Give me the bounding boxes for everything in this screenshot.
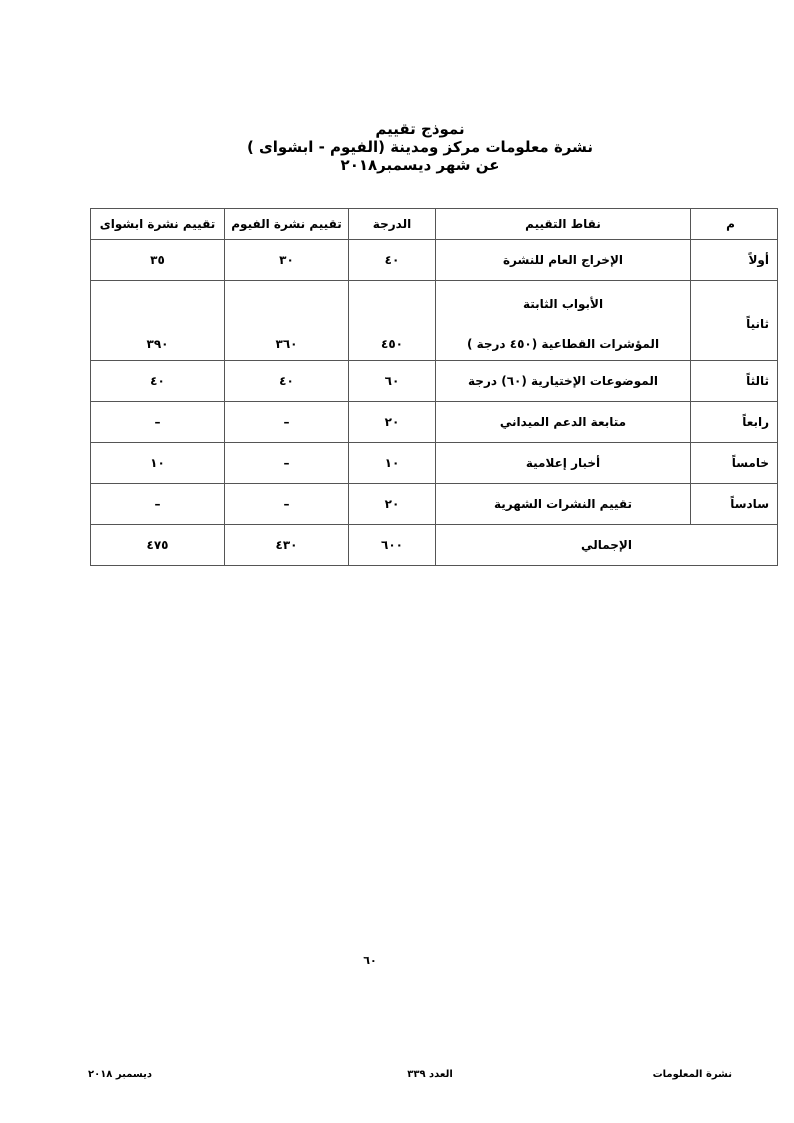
row-degree: ٢٠ — [349, 484, 436, 525]
row-point: الإخراج العام للنشرة — [436, 240, 691, 281]
row-point-sub: المؤشرات القطاعية (٤٥٠ درجة ) — [466, 337, 660, 351]
footer-issue: العدد ٣٣٩ — [407, 1069, 453, 1080]
title-line-1: نموذج تقييم — [375, 120, 465, 138]
footer-date: ديسمبر ٢٠١٨ — [88, 1069, 152, 1080]
row-number: خامساً — [691, 443, 778, 484]
row-degree: ٢٠ — [349, 402, 436, 443]
row-number: ثالثاً — [691, 361, 778, 402]
header-number: م — [691, 209, 778, 240]
row-number: رابعاً — [691, 402, 778, 443]
row-point — [436, 281, 691, 361]
row-fayoum: – — [225, 402, 349, 443]
table-row — [91, 281, 778, 361]
header-degree: الدرجة — [349, 209, 436, 240]
row-fayoum: – — [225, 484, 349, 525]
total-fayoum: ٤٣٠ — [225, 525, 349, 566]
table-total-row — [91, 525, 778, 566]
row-ibshway: ١٠ — [91, 443, 225, 484]
row-ibshway: – — [91, 402, 225, 443]
row-fayoum: ٤٠ — [225, 361, 349, 402]
row-point: متابعة الدعم الميداني — [436, 402, 691, 443]
row-number: أولاً — [691, 240, 778, 281]
row-ibshway: ٣٥ — [91, 240, 225, 281]
row-point: تقييم النشرات الشهرية — [436, 484, 691, 525]
row-number: سادساً — [691, 484, 778, 525]
header-evaluation-point: نقاط التقييم — [436, 209, 691, 240]
table-row — [91, 443, 778, 484]
total-label: الإجمالي — [436, 525, 778, 566]
row-fayoum: – — [225, 443, 349, 484]
evaluation-table — [90, 208, 778, 566]
table-row — [91, 402, 778, 443]
footer-publication: نشرة المعلومات — [652, 1069, 732, 1080]
row-number: ثانياً — [691, 281, 778, 361]
row-ibshway: ٤٠ — [91, 361, 225, 402]
document-title — [200, 120, 640, 174]
page-number: ٦٠ — [363, 954, 377, 967]
row-degree-value: ٤٥٠ — [381, 337, 403, 351]
table-row — [91, 240, 778, 281]
row-point: أخبار إعلامية — [436, 443, 691, 484]
row-ibshway: – — [91, 484, 225, 525]
row-ibshway — [91, 281, 225, 361]
total-ibshway: ٤٧٥ — [91, 525, 225, 566]
total-degree: ٦٠٠ — [349, 525, 436, 566]
row-fayoum — [225, 281, 349, 361]
header-fayoum-score: تقييم نشرة الفيوم — [225, 209, 349, 240]
row-ibshway-value: ٣٩٠ — [146, 337, 169, 351]
row-point-heading: الأبواب الثابتة — [522, 297, 604, 311]
table-row — [91, 484, 778, 525]
header-ibshway-score: تقييم نشرة ابشواى — [91, 209, 225, 240]
row-degree — [349, 281, 436, 361]
title-line-2: نشرة معلومات مركز ومدينة (الفيوم - ابشواى ) — [246, 138, 594, 156]
row-degree: ٤٠ — [349, 240, 436, 281]
title-line-3: عن شهر ديسمبر٢٠١٨ — [340, 156, 500, 174]
row-degree: ٦٠ — [349, 361, 436, 402]
table-header-row — [91, 209, 778, 240]
row-point: الموضوعات الإختيارية (٦٠) درجة — [436, 361, 691, 402]
row-fayoum: ٣٠ — [225, 240, 349, 281]
row-degree: ١٠ — [349, 443, 436, 484]
row-fayoum-value: ٣٦٠ — [275, 337, 298, 351]
table-row — [91, 361, 778, 402]
